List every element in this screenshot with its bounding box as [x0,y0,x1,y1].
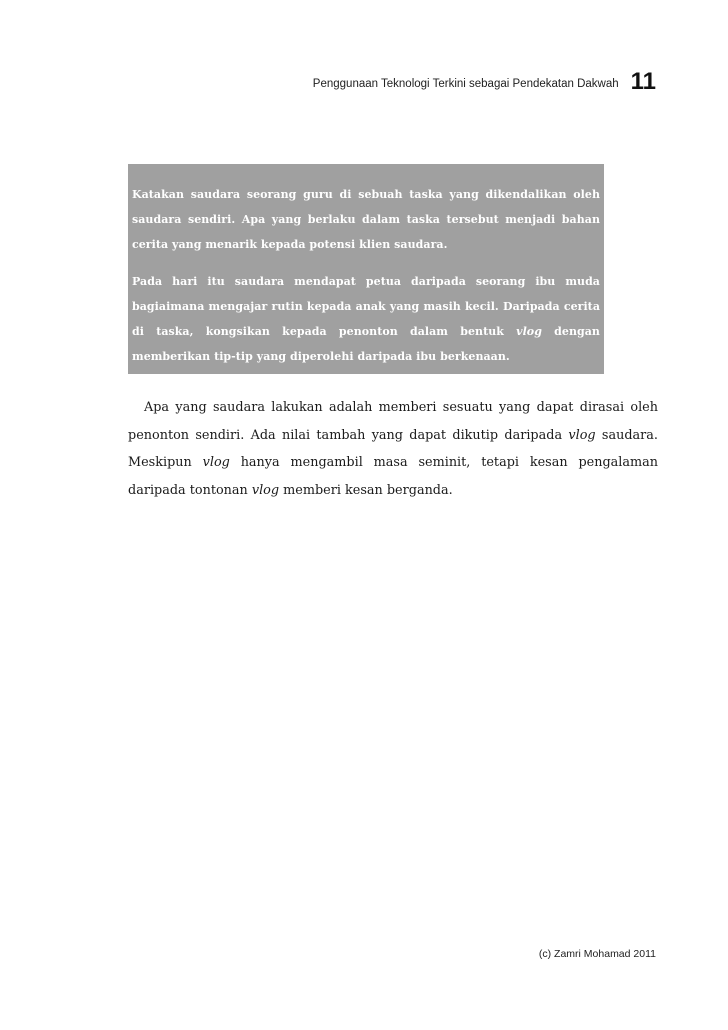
footer-copyright: (c) Zamri Mohamad 2011 [538,948,656,960]
body-emphasis: vlog [251,482,280,498]
body-text: memberi kesan berganda. [279,482,453,498]
body-emphasis: vlog [202,455,230,470]
body-text: hanya mengambil masa seminit, tetapi kesan pengalaman daripada tontonan [128,455,658,498]
body-text: Apa yang saudara lakukan adalah memberi sesuatu yang dapat dirasai oleh penonton sendiri. Ada nilai tambah yang dapat dikutip daripada [128,400,658,443]
callout-text: Pada hari itu saudara mendapat petua daripada seorang ibu muda bagiaimana mengajar rutin kepada anak yang masih kecil. Daripada cerita di taska, kongsikan kepada penonton dalam bentuk [132,275,600,338]
header-title: Penggunaan Teknologi Terkini sebagai Pendekatan Dakwah [312,78,619,90]
body-emphasis: vlog [568,427,596,443]
callout-box [128,164,604,374]
body-paragraph [128,394,658,504]
callout-emphasis: vlog [516,325,542,338]
body-text: saudara. Meskipun [128,427,658,470]
callout-paragraph-1: Katakan saudara seorang guru di sebuah taska yang dikendalikan oleh saudara sendiri. Apa yang berlaku dalam taska tersebut menjadi bahan cerita yang menarik kepada potensi klien saudara. [132,188,600,251]
callout-text: dengan memberikan tip-tip yang diperolehi daripada ibu berkenaan. [132,325,600,363]
page-number: 11 [630,68,656,95]
page-header [313,70,656,94]
callout-paragraph-2 [132,269,600,369]
